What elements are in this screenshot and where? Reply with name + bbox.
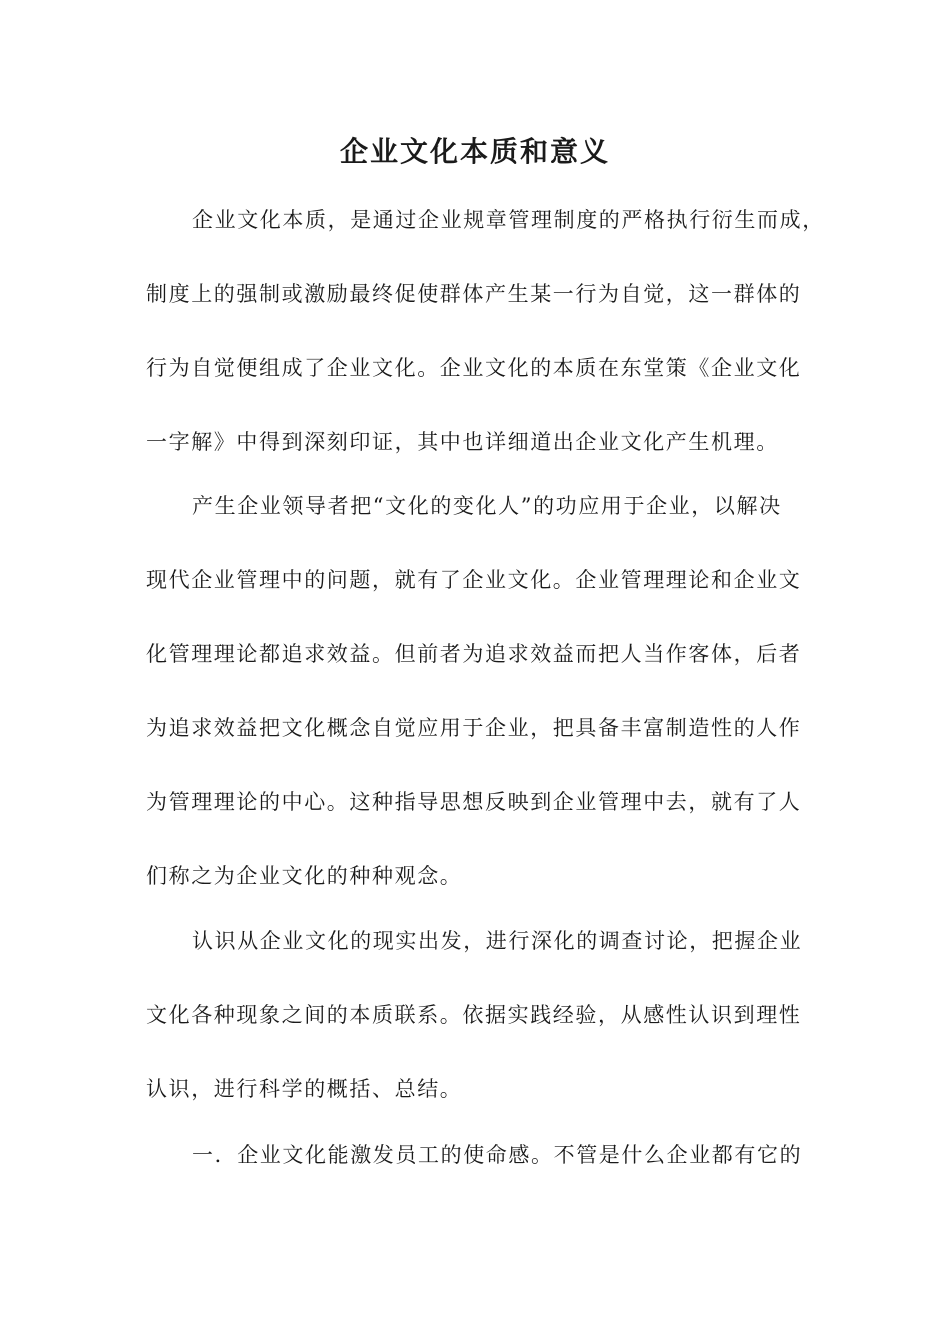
paragraph-2-line-5: 为管理理论的中心。这种指导思想反映到企业管理中去，就有了人 bbox=[146, 790, 802, 814]
paragraph-1-line-4: 一字解》中得到深刻印证，其中也详细道出企业文化产生机理。 bbox=[146, 430, 779, 454]
paragraph-2-line-1: 产生企业领导者把“文化的变化人”的功应用于企业，以解决 bbox=[192, 494, 782, 518]
paragraph-1-line-2: 制度上的强制或激励最终促使群体产生某一行为自觉，这一群体的 bbox=[146, 282, 802, 306]
paragraph-2-line-3: 化管理理论都追求效益。但前者为追求效益而把人当作客体，后者 bbox=[146, 642, 802, 666]
paragraph-4-line-1: 一．企业文化能激发员工的使命感。不管是什么企业都有它的 bbox=[192, 1143, 803, 1167]
paragraph-2-line-6: 们称之为企业文化的种种观念。 bbox=[146, 864, 463, 888]
paragraph-1-line-1: 企业文化本质，是通过企业规章管理制度的严格执行衍生而成， bbox=[192, 208, 825, 232]
paragraph-3-line-2: 文化各种现象之间的本质联系。依据实践经验，从感性认识到理性 bbox=[146, 1003, 802, 1027]
paragraph-2-line-4: 为追求效益把文化概念自觉应用于企业，把具备丰富制造性的人作 bbox=[146, 716, 802, 740]
paragraph-2-line-2: 现代企业管理中的问题，就有了企业文化。企业管理理论和企业文 bbox=[146, 568, 802, 592]
paragraph-3-line-1: 认识从企业文化的现实出发，进行深化的调查讨论，把握企业 bbox=[192, 929, 803, 953]
paragraph-1-line-3: 行为自觉便组成了企业文化。企业文化的本质在东堂策《企业文化 bbox=[146, 356, 802, 380]
document-title: 企业文化本质和意义 bbox=[339, 135, 610, 168]
paragraph-3-line-3: 认识，进行科学的概括、总结。 bbox=[146, 1077, 463, 1101]
